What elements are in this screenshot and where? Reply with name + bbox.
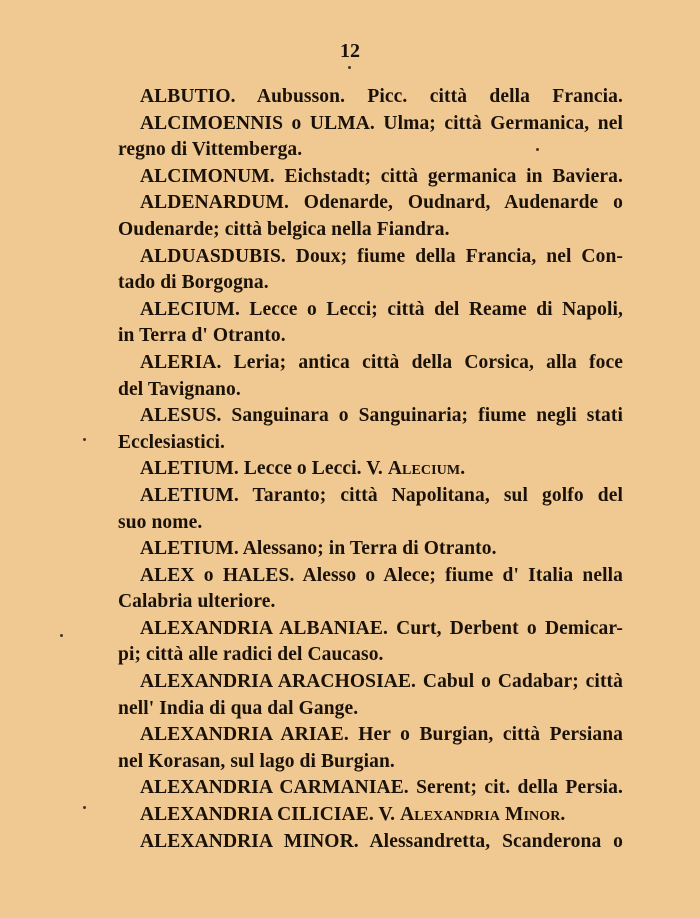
text-line: ALEXANDRIA MINOR. Alessandretta, Scanderona o — [140, 830, 623, 852]
ink-speck — [83, 438, 86, 441]
page-number: 12 — [340, 40, 360, 62]
text-line: ALETIUM. Taranto; città Napolitana, sul golfo del — [140, 484, 623, 506]
text-line: ALDENARDUM. Odenarde, Oudnard, Audenarde o — [140, 192, 623, 214]
text-line: del Tavignano. — [118, 378, 241, 400]
text-line: nel Korasan, sul lago di Burgian. — [118, 750, 395, 772]
text-line: ALESUS. Sanguinara o Sanguinaria; fiume negli stati — [140, 405, 623, 427]
ink-speck — [536, 148, 539, 151]
text-line: Ecclesiastici. — [118, 431, 225, 453]
ink-speck — [83, 806, 86, 809]
text-line: tado di Borgogna. — [118, 272, 269, 294]
text-line: ALCIMONUM. Eichstadt; città germanica in Baviera. — [140, 165, 623, 187]
text-line: ALDUASDUBIS. Doux; fiume della Francia, nel Con- — [140, 245, 623, 267]
text-line-main: ALEXANDRIA CILICIAE. V. — [140, 804, 401, 826]
text-line: ALEXANDRIA CARMANIAE. Serent; cit. della Persia. — [140, 777, 623, 799]
text-line: pi; città alle radici del Caucaso. — [118, 644, 384, 666]
text-line: ALCIMOENNIS o ULMA. Ulma; città Germanica, nel — [140, 112, 623, 134]
text-line: ALETIUM. Alessano; in Terra di Otranto. — [140, 538, 497, 560]
text-line: ALBUTIO. Aubusson. Picc. città della Francia. — [140, 86, 623, 107]
text-line — [118, 456, 623, 483]
text-line: in Terra d' Otranto. — [118, 325, 286, 347]
text-line: suo nome. — [118, 511, 203, 533]
text-line: regno di Vittemberga. — [118, 139, 303, 161]
text-line: ALEXANDRIA ARIAE. Her o Burgian, città Persiana — [140, 724, 623, 746]
dictionary-text — [118, 84, 623, 855]
text-line: nell' India di qua dal Gange. — [118, 697, 359, 719]
text-line: Calabria ulteriore. — [118, 591, 276, 613]
cross-reference: Alexandria Minor. — [400, 804, 566, 826]
ink-speck — [348, 66, 351, 69]
text-line: ALERIA. Leria; antica città della Corsica, alla foce — [140, 351, 623, 373]
text-line: ALEXANDRIA ALBANIAE. Curt, Derbent o Demicar- — [140, 617, 623, 639]
text-line: ALEXANDRIA ARACHOSIAE. Cabul o Cadabar; città — [140, 671, 623, 693]
text-line: ALECIUM. Lecce o Lecci; città del Reame di Napoli, — [140, 298, 623, 320]
text-line — [118, 802, 623, 829]
text-line-main: ALETIUM. Lecce o Lecci. V. — [140, 458, 388, 480]
cross-reference: Alecium. — [387, 458, 466, 480]
text-line: ALEX o HALES. Alesso o Alece; fiume d' Italia nella — [140, 564, 623, 586]
text-line: Oudenarde; città belgica nella Fiandra. — [118, 218, 450, 240]
ink-speck — [60, 634, 63, 637]
